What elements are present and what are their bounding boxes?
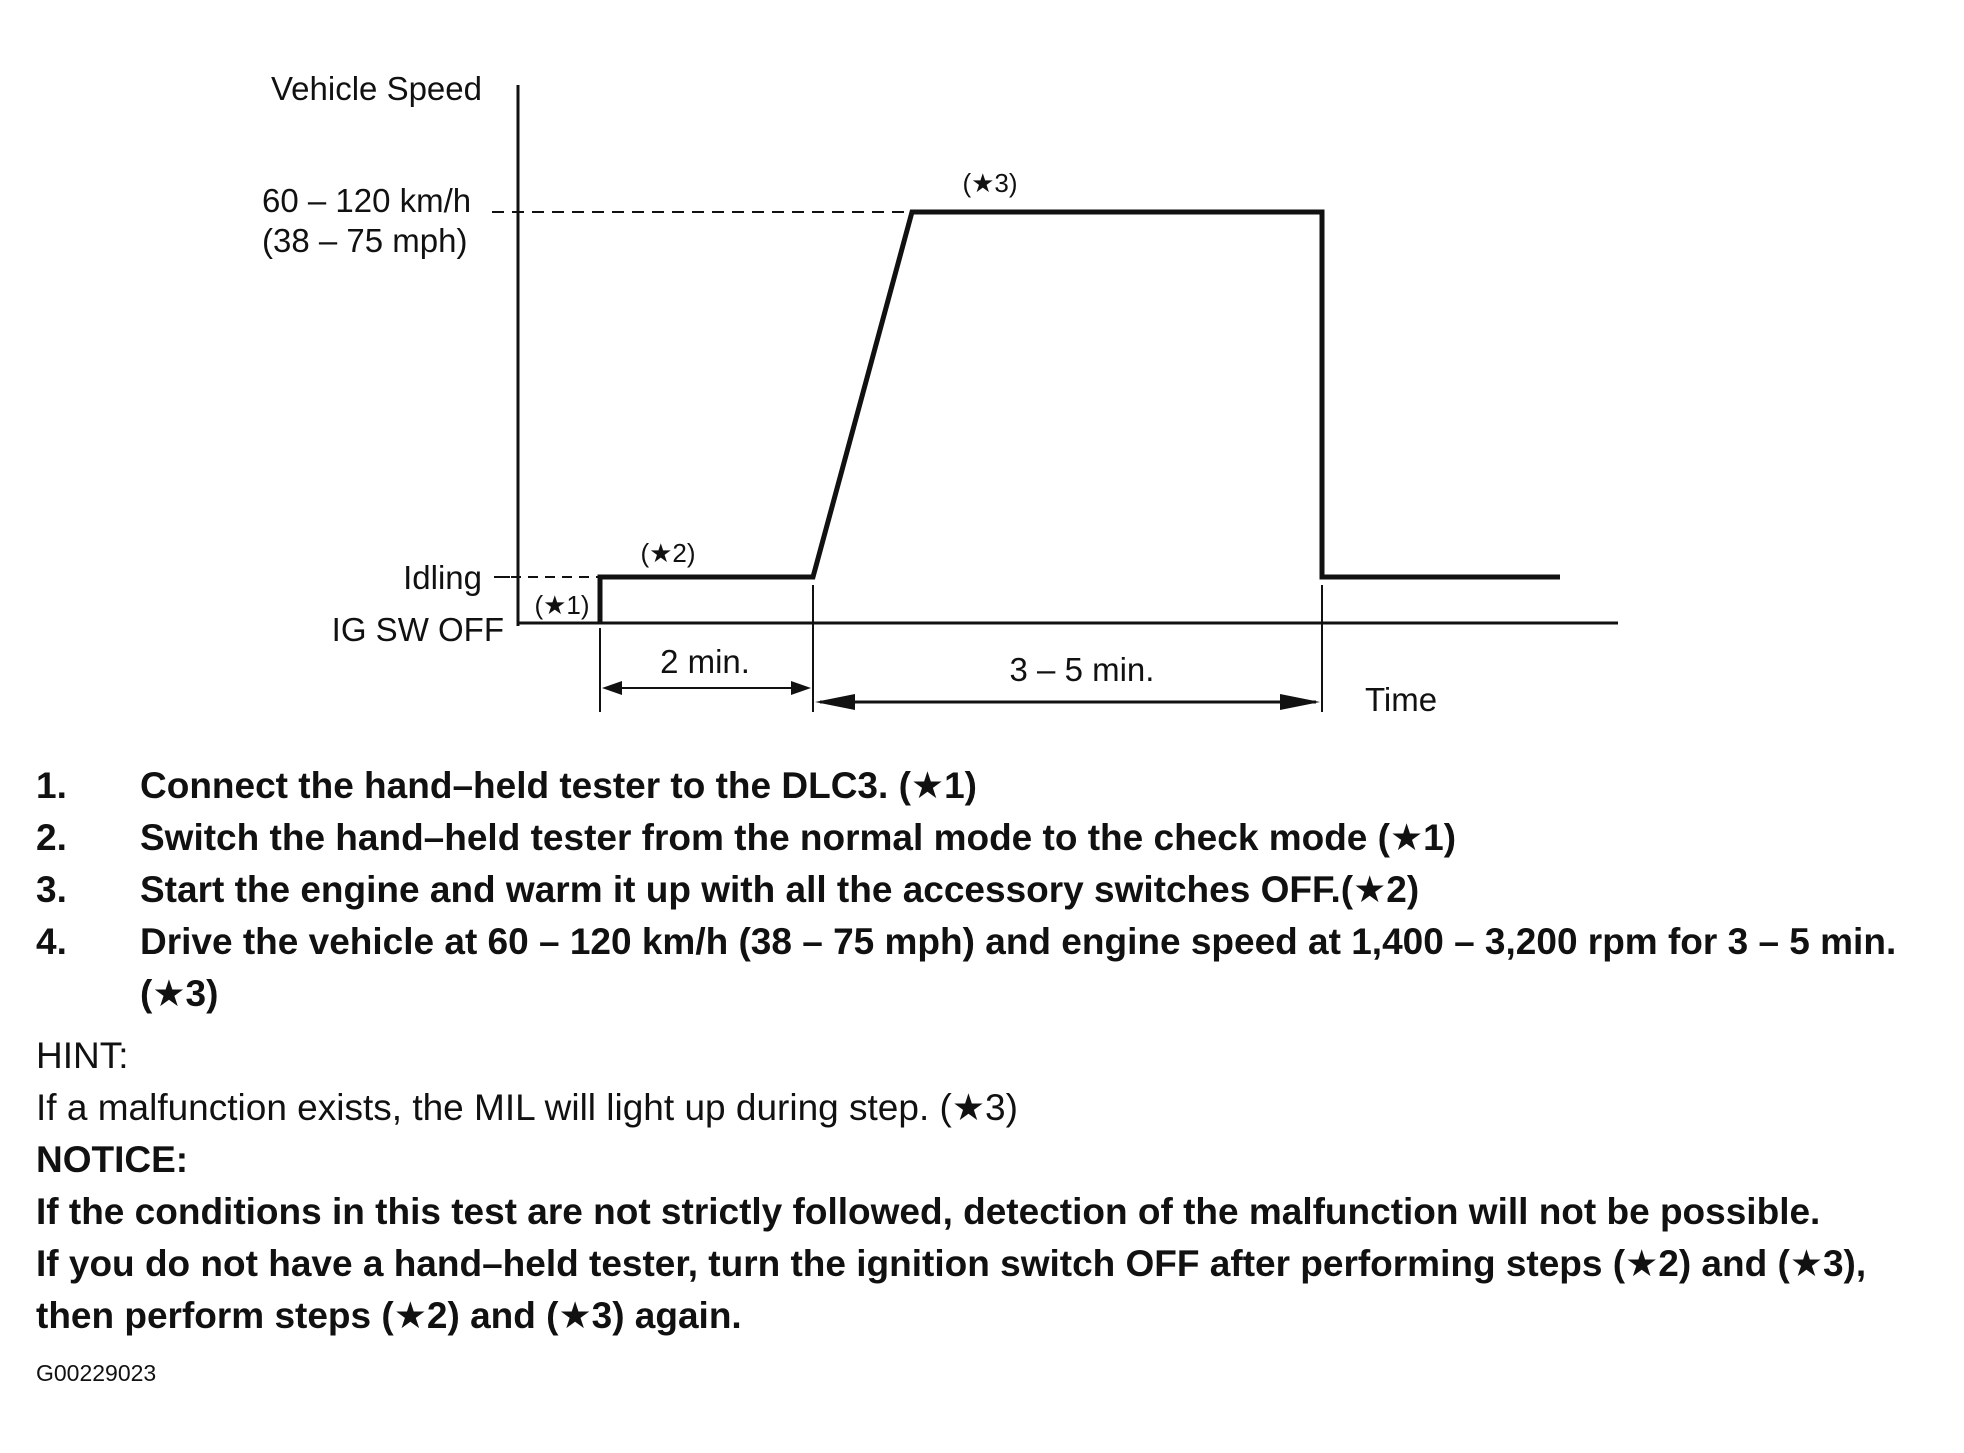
idle-duration-label: 2 min.: [660, 643, 750, 680]
notice-label: NOTICE:: [36, 1139, 189, 1180]
step-item: [36, 760, 1946, 812]
step-number: 1.: [36, 765, 67, 806]
drive-arrow-head-left: [815, 694, 855, 710]
step-item: [36, 812, 1946, 864]
hint-text: If a malfunction exists, the MIL will light up during step. (★3): [36, 1087, 1018, 1128]
step-item: [36, 864, 1946, 916]
ig-sw-off-label: IG SW OFF: [331, 611, 504, 648]
x-axis-title: Time: [1365, 681, 1438, 718]
step-text: Switch the hand–held tester from the normal mode to the check mode (★1): [140, 817, 1457, 858]
step2-marker: (★2): [640, 538, 696, 568]
step-text: Start the engine and warm it up with all the accessory switches OFF.(★2): [140, 869, 1420, 910]
step3-marker: (★3): [962, 168, 1018, 198]
step-number: 3.: [36, 869, 67, 910]
step-text: Connect the hand–held tester to the DLC3. (★1): [140, 765, 977, 806]
hint-label: HINT:: [36, 1035, 129, 1076]
notice-text-2: If you do not have a hand–held tester, turn the ignition switch OFF after performing steps (★2) and (★3), then perform steps (★2) and (★3) again.: [36, 1243, 1867, 1336]
notice-text-1: If the conditions in this test are not strictly followed, detection of the malfunction will not be possible.: [36, 1191, 1821, 1232]
speed-profile-line: [600, 212, 1560, 623]
step1-marker: (★1): [534, 590, 590, 620]
drive-duration-label: 3 – 5 min.: [1009, 651, 1155, 688]
procedure-steps: [36, 760, 1946, 1020]
drive-arrow-head-right: [1280, 694, 1320, 710]
step-item: [36, 916, 1946, 1020]
step-text: Drive the vehicle at 60 – 120 km/h (38 – 75 mph) and engine speed at 1,400 – 3,200 rpm for 3 – 5 min.(★3): [140, 921, 1897, 1014]
speed-label-km: 60 – 120 km/h: [262, 182, 472, 219]
notes-section: [36, 1030, 1946, 1342]
idling-label: Idling: [403, 559, 482, 596]
speed-label-mph: (38 – 75 mph): [262, 222, 468, 259]
step-number: 4.: [36, 921, 67, 962]
figure-id: G00229023: [36, 1360, 157, 1386]
idle-arrow-head-right: [791, 681, 811, 695]
y-axis-title: Vehicle Speed: [270, 70, 482, 107]
step-number: 2.: [36, 817, 67, 858]
idle-arrow-head-left: [602, 681, 622, 695]
